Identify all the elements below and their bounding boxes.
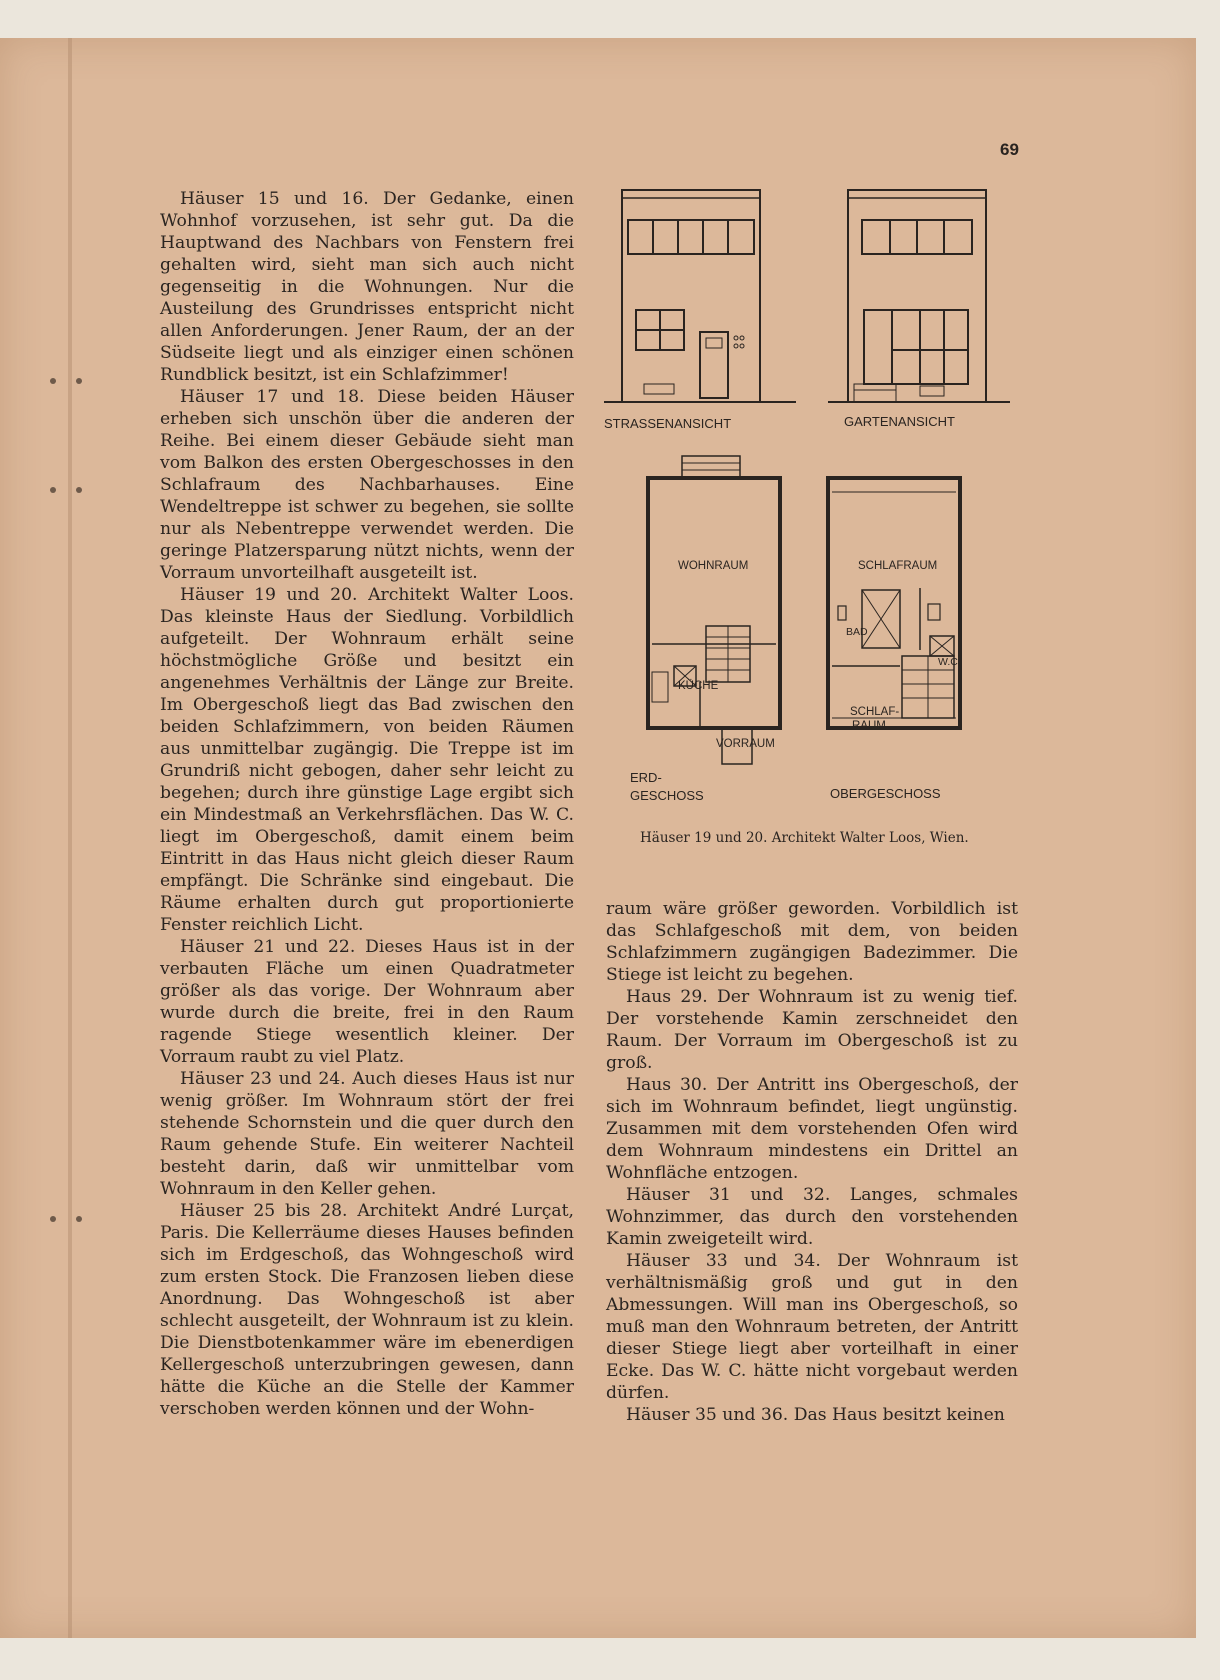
paragraph: Häuser 17 und 18. Diese beiden Häuser erheben sich unschön über die anderen der Reihe. Bei einem dieser Gebäude sieht man vom Balkon des ersten Obergeschosses in den Schlafraum des Nachbarhauses. Eine Wendeltreppe ist schwer zu begehen, sie sollte nur als Nebentreppe verwendet werden. Die geringe Platzersparung nützt nichts, wenn der Vorraum unvorteilhaft ausgeteilt ist. <box>160 387 574 583</box>
plan-label-schlafraum: SCHLAFRAUM <box>858 560 938 572</box>
binding-hole <box>50 1216 56 1222</box>
plan-label-wohnraum: WOHNRAUM <box>678 560 749 572</box>
plan-label-wc: W.C. <box>938 656 961 668</box>
paragraph: Haus 29. Der Wohnraum ist zu wenig tief. Der vorstehende Kamin zerschneidet den Raum. Der Vorraum im Obergeschoß ist zu groß. <box>606 987 1018 1073</box>
page-number: 69 <box>1000 140 1019 159</box>
plan-label-kueche: KÜCHE <box>678 680 719 692</box>
binding-hole <box>76 378 82 384</box>
elevation-and-plan-drawings <box>600 180 1020 840</box>
plan-label-vorraum: VORRAUM <box>716 738 775 750</box>
binding-hole <box>50 378 56 384</box>
paragraph: Häuser 19 und 20. Architekt Walter Loos. Das kleinste Haus der Siedlung. Vorbildlich aufgeteilt. Der Wohnraum erhält seine höchstmögliche Größe und besitzt ein angenehmes Verhältnis der Länge zur Breite. Im Obergeschoß liegt das Bad zwischen den beiden Schlafzimmern, von beiden Räumen aus unmittelbar zugängig. Die Treppe ist im Grundriß nicht gebogen, daher sehr leicht zu begehen; durch ihre günstige Lage ergibt sich ein Mindestmaß an Verkehrsflächen. Das W. C. liegt im Obergeschoß, damit einem beim Eintritt in das Haus nicht gleich dieser Raum empfängt. Die Schränke sind eingebaut. Die Räume erhalten durch gut proportionierte Fenster reichlich Licht. <box>160 585 574 935</box>
street-elevation-label: STRASSENANSICHT <box>604 416 732 431</box>
figure-caption: Häuser 19 und 20. Architekt Walter Loos, Wien. <box>640 830 969 846</box>
page-fold <box>68 38 72 1638</box>
paragraph: Häuser 15 und 16. Der Gedanke, einen Wohnhof vorzusehen, ist sehr gut. Da die Hauptwand des Nachbars von Fenstern frei gehalten wird, sieht man sich auch nicht gegenseitig in die Wohnungen. Nur die Austeilung des Grundrisses entspricht nicht allen Anforderungen. Jener Raum, der an der Südseite liegt und als einziger einen schönen Rundblick besitzt, ist ein Schlafzimmer! <box>160 189 574 385</box>
paragraph: Häuser 33 und 34. Der Wohnraum ist verhältnismäßig groß und gut in den Abmessungen. Will man ins Obergeschoß, so muß man den Wohnraum betreten, der Antritt dieser Stiege liegt aber vorteilhaft in einer Ecke. Das W. C. hätte nicht vorgebaut werden dürfen. <box>606 1251 1018 1403</box>
paragraph: raum wäre größer geworden. Vorbildlich ist das Schlafgeschoß mit dem, von beiden Schlafzimmern zugängigen Badezimmer. Die Stiege ist leicht zu begehen. <box>606 899 1018 985</box>
paragraph: Häuser 31 und 32. Langes, schmales Wohnzimmer, das durch den vorstehenden Kamin zweigeteilt wird. <box>606 1185 1018 1249</box>
architecture-figure <box>600 180 1020 840</box>
paragraph: Häuser 35 und 36. Das Haus besitzt keinen <box>626 1405 1005 1425</box>
binding-hole <box>76 487 82 493</box>
plan-label-schlaf: SCHLAF- <box>850 706 900 718</box>
paragraph: Haus 30. Der Antritt ins Obergeschoß, der sich im Wohnraum befindet, liegt ungünstig. Zusammen mit dem vorstehenden Ofen wird dem Wohnraum mindestens ein Drittel an Wohnfläche entzogen. <box>606 1075 1018 1183</box>
plan-label-raum: RAUM <box>852 720 886 732</box>
paragraph: Häuser 23 und 24. Auch dieses Haus ist nur wenig größer. Im Wohnraum stört der frei stehende Schornstein und die quer durch den Raum gehende Stufe. Ein weiterer Nachteil besteht darin, daß wir unmittelbar vom Wohnraum in den Keller gehen. <box>160 1069 574 1199</box>
paragraph: Häuser 25 bis 28. Architekt André Lurçat, Paris. Die Kellerräume dieses Hauses befinden sich im Erdgeschoß, das Wohngeschoß wird zum ersten Stock. Die Franzosen lieben diese Anordnung. Das Wohngeschoß ist aber schlecht ausgeteilt, der Wohnraum ist zu klein. Die Dienstbotenkammer wäre im ebenerdigen Kellergeschoß unterzubringen gewesen, dann hätte die Küche an die Stelle der Kammer verschoben werden können und der Wohn- <box>160 1201 574 1419</box>
plan-label-geschoss: GESCHOSS <box>630 788 704 803</box>
plan-label-bad: BAD <box>846 626 868 638</box>
binding-hole <box>76 1216 82 1222</box>
text-column-right <box>606 898 1018 1426</box>
garden-elevation-label: GARTENANSICHT <box>844 414 955 429</box>
paragraph: Häuser 21 und 22. Dieses Haus ist in der verbauten Fläche um einen Quadratmeter größer als das vorige. Der Wohnraum aber wurde durch die breite, frei in den Raum ragende Stiege wesentlich kleiner. Der Vorraum raubt zu viel Platz. <box>160 937 574 1067</box>
plan-label-obergeschoss: OBERGESCHOSS <box>830 786 941 801</box>
text-column-left <box>160 188 574 1420</box>
binding-hole <box>50 487 56 493</box>
plan-label-erd: ERD- <box>630 770 662 785</box>
